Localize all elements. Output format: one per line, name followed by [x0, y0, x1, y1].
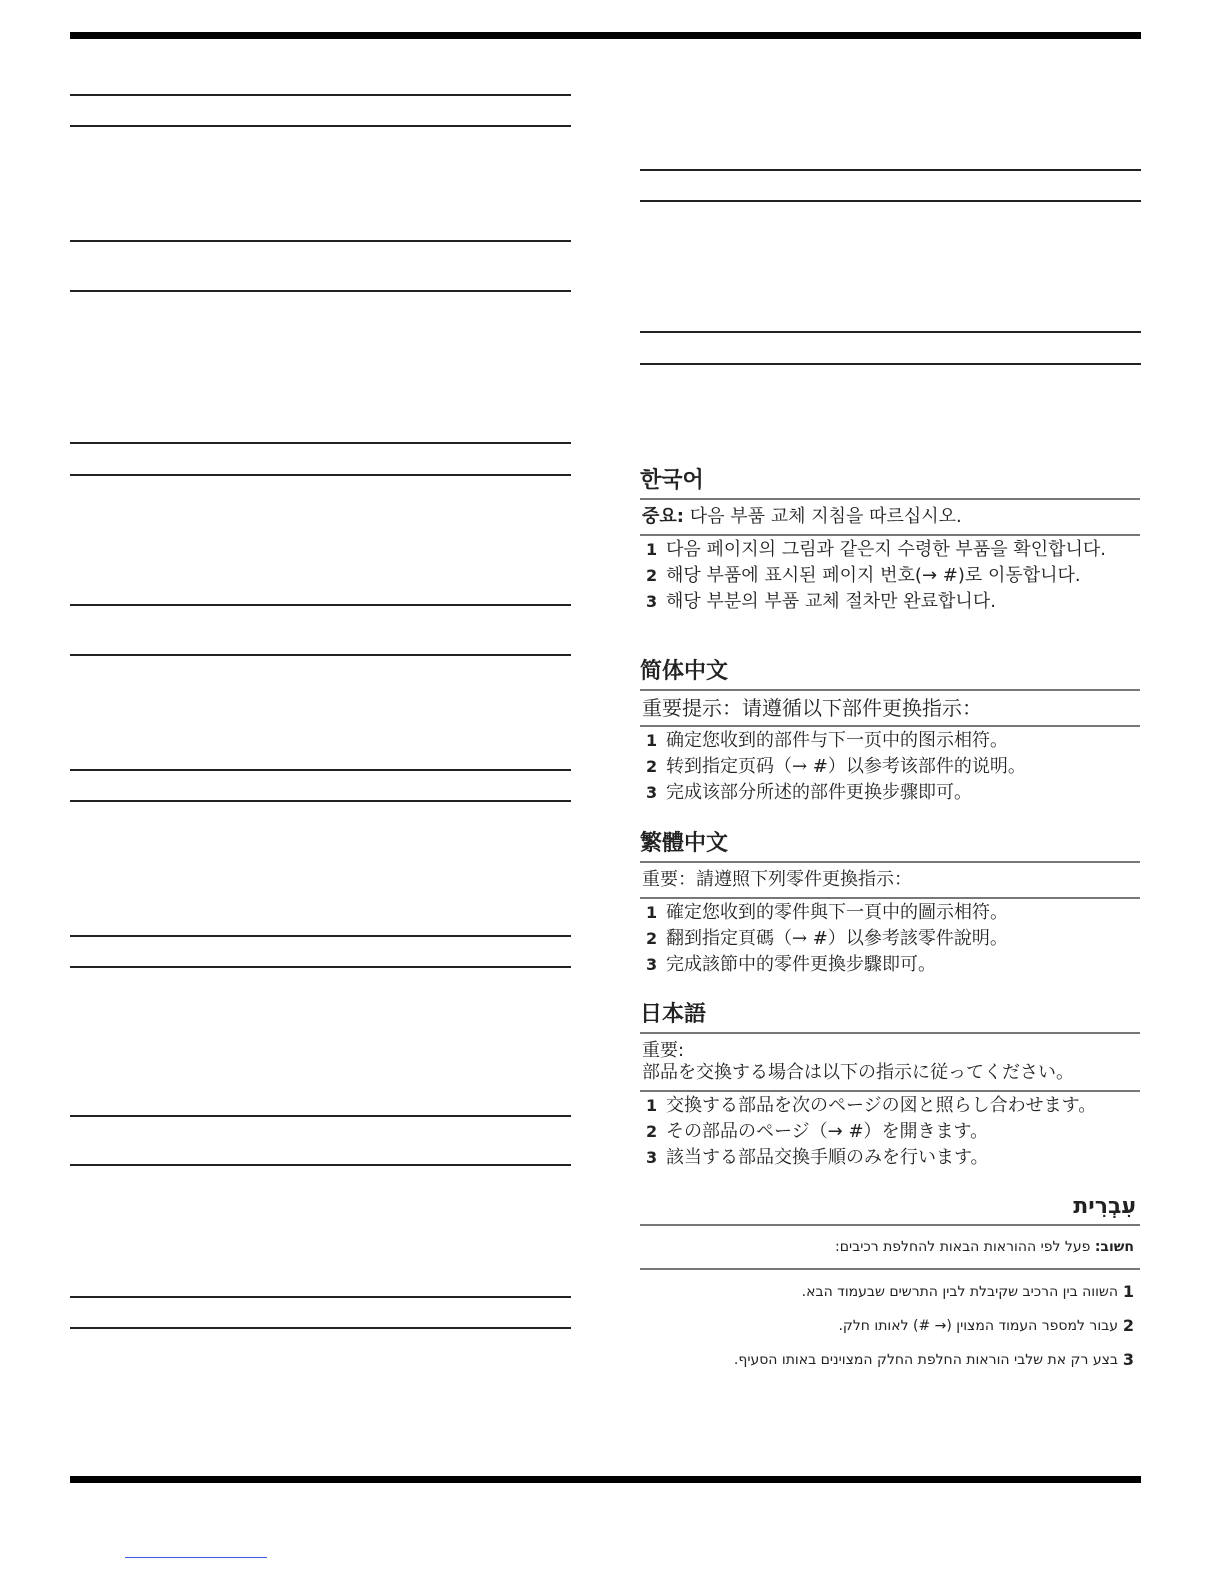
- list-item: 2 해당 부품에 표시된 페이지 번호(→ #)로 이동합니다.: [646, 565, 1081, 586]
- section-japanese: [640, 998, 1140, 1174]
- table-rule: [70, 1296, 571, 1298]
- list-item: 1 השווה בין הרכיב שקיבלת לבין התרשים שבעמוד הבא.: [801, 1282, 1134, 1301]
- list-item: 1 交換する部品を次のページの図と照らし合わせます。: [646, 1095, 1097, 1116]
- step-list: [640, 1092, 1140, 1168]
- table-rule: [70, 654, 571, 656]
- section-korean: [640, 464, 1140, 618]
- list-item: 1 다음 페이지의 그림과 같은지 수령한 부품을 확인합니다.: [646, 539, 1106, 560]
- table-rule: [70, 1115, 571, 1117]
- table-rule: [70, 769, 571, 771]
- section-traditional-chinese: [640, 827, 1140, 981]
- list-item: 2 עבור למספר העמוד המצוין (→ #) לאותו חלק.: [838, 1316, 1134, 1335]
- important-note: [640, 1034, 1140, 1090]
- table-rule: [70, 1327, 571, 1329]
- table-rule: [640, 200, 1141, 202]
- important-label: חשוב:: [1094, 1239, 1134, 1255]
- table-rule: [70, 1164, 571, 1166]
- section-title: 简体中文: [640, 659, 729, 684]
- list-item: 3 完成该部分所述的部件更换步骤即可。: [646, 782, 972, 803]
- list-item: 1 确定您收到的部件与下一页中的图示相符。: [646, 730, 1008, 751]
- step-list: [640, 536, 1140, 612]
- table-rule: [640, 331, 1141, 333]
- list-item: 2 その部品のページ（→ #）を開きます。: [646, 1121, 989, 1142]
- list-item: 3 해당 부분의 부품 교체 절차만 완료합니다.: [646, 591, 996, 612]
- table-rule: [70, 442, 571, 444]
- important-note: [640, 500, 1140, 534]
- top-rule: [70, 32, 1141, 39]
- list-item: 3 完成該節中的零件更換步驟即可。: [646, 954, 936, 975]
- important-note: [640, 1226, 1140, 1268]
- step-list: [640, 727, 1140, 803]
- table-rule: [70, 125, 571, 127]
- list-item: 2 转到指定页码（→ #）以参考该部件的说明。: [646, 756, 1026, 777]
- section-title: עִבְרִית: [1073, 1194, 1136, 1219]
- table-rule: [70, 474, 571, 476]
- table-rule: [70, 800, 571, 802]
- table-rule: [640, 169, 1141, 171]
- important-note: 重要提示：请遵循以下部件更换指示：: [642, 696, 982, 720]
- table-rule: [70, 966, 571, 968]
- list-item: 3 該当する部品交換手順のみを行います。: [646, 1147, 989, 1168]
- important-text: פעל לפי ההוראות הבאות להחלפת רכיבים:: [834, 1239, 1095, 1255]
- list-item: 1 確定您收到的零件與下一頁中的圖示相符。: [646, 902, 1008, 923]
- section-title: 繁體中文: [640, 831, 729, 856]
- table-rule: [70, 935, 571, 937]
- table-rule: [70, 94, 571, 96]
- important-text: 다음 부품 교체 지침을 따르십시오.: [683, 506, 962, 527]
- step-list: [640, 899, 1140, 975]
- table-rule: [70, 604, 571, 606]
- important-note: 重要：請遵照下列零件更換指示：: [642, 869, 912, 890]
- table-rule: [640, 363, 1141, 365]
- step-list: [640, 1270, 1140, 1370]
- important-label: 重要:: [642, 1040, 685, 1061]
- footer-link-underline: [125, 1557, 267, 1558]
- section-title: 日本語: [640, 1002, 707, 1027]
- section-hebrew: [640, 1190, 1140, 1384]
- important-text: 部品を交換する場合は以下の指示に従ってください。: [642, 1062, 1074, 1083]
- list-item: 2 翻到指定頁碼（→ #）以參考該零件說明。: [646, 928, 1008, 949]
- section-simplified-chinese: [640, 655, 1140, 809]
- table-rule: [70, 240, 571, 242]
- bottom-rule: [70, 1476, 1141, 1483]
- section-title: 한국어: [640, 468, 704, 493]
- important-label: 중요:: [642, 506, 684, 527]
- list-item: 3 בצע רק את שלבי הוראות החלפת החלק המצוינים באותו הסעיף.: [733, 1350, 1134, 1369]
- table-rule: [70, 290, 571, 292]
